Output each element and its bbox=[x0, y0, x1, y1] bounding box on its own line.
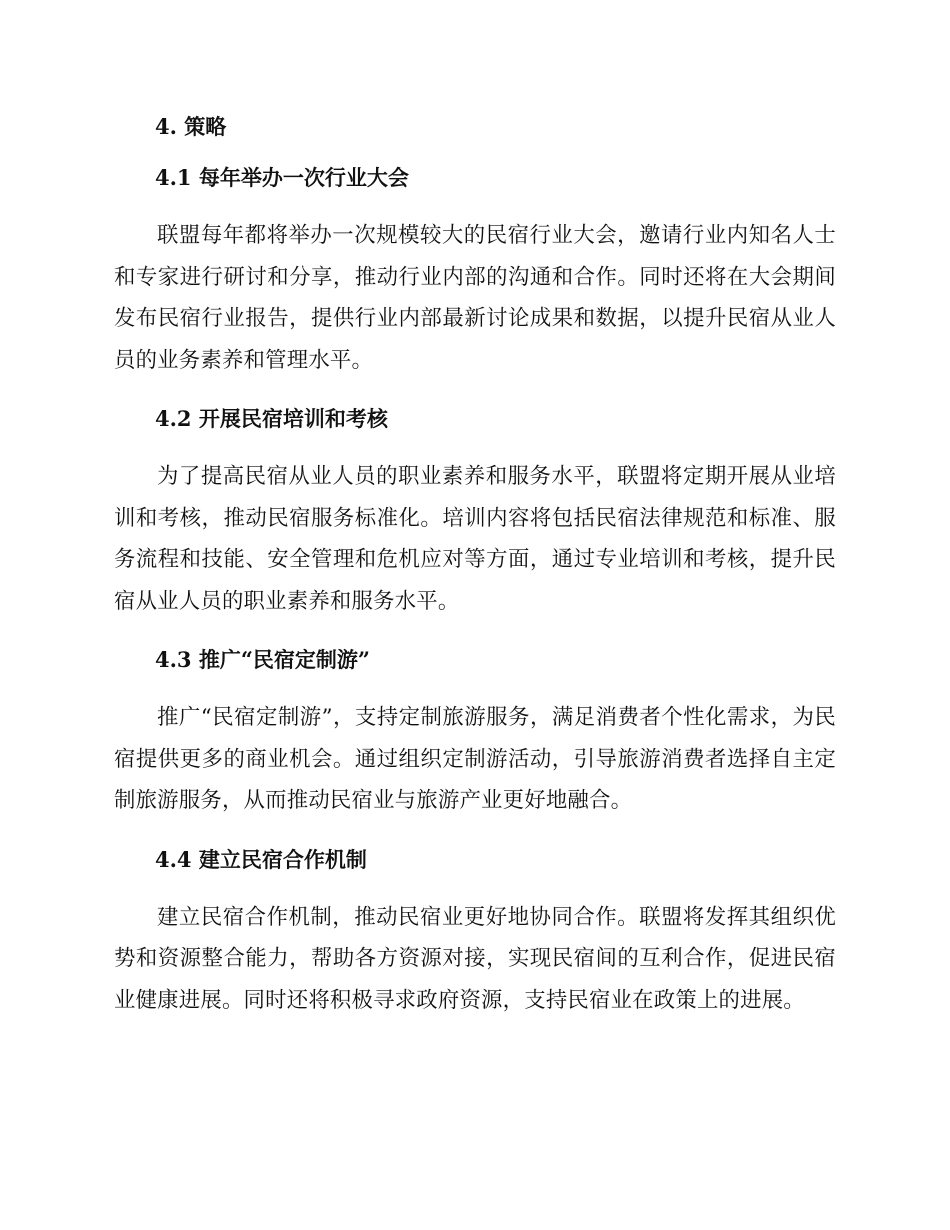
subsection-paragraph: 推广“民宿定制游”，支持定制旅游服务，满足消费者个性化需求，为民宿提供更多的商业机会。通过组织定制游活动，引导旅游消费者选择自主定制旅游服务，从而推动民宿业与旅游产业更好地融合。 bbox=[114, 705, 836, 813]
subsection-heading: 4.1 每年举办一次行业大会 bbox=[155, 165, 409, 190]
section-4-1 bbox=[114, 162, 836, 381]
section-4-3 bbox=[114, 644, 836, 822]
section-4-2 bbox=[114, 403, 836, 622]
section-4-4 bbox=[114, 844, 836, 1022]
subsection-paragraph: 建立民宿合作机制，推动民宿业更好地协同合作。联盟将发挥其组织优势和资源整合能力，帮助各方资源对接，实现民宿间的互利合作，促进民宿业健康进展。同时还将积极寻求政府资源，支持民宿业在政策上的进展。 bbox=[114, 904, 836, 1013]
section-title: 4. 策略 bbox=[155, 114, 227, 139]
subsection-heading: 4.4 建立民宿合作机制 bbox=[155, 846, 367, 872]
subsection-heading: 4.2 开展民宿培训和考核 bbox=[155, 406, 388, 431]
subsection-paragraph: 联盟每年都将举办一次规模较大的民宿行业大会，邀请行业内知名人士和专家进行研讨和分享，推动行业内部的沟通和合作。同时还将在大会期间发布民宿行业报告，提供行业内部最新讨论成果和数据，以提升民宿从业人员的业务素养和管理水平。 bbox=[114, 223, 836, 373]
subsection-paragraph: 为了提高民宿从业人员的职业素养和服务水平，联盟将定期开展从业培训和考核，推动民宿服务标准化。培训内容将包括民宿法律规范和标准、服务流程和技能、安全管理和危机应对等方面，通过专业培训和考核，提升民宿从业人员的职业素养和服务水平。 bbox=[114, 464, 836, 614]
subsection-heading: 4.3 推广“民宿定制游” bbox=[155, 647, 371, 672]
